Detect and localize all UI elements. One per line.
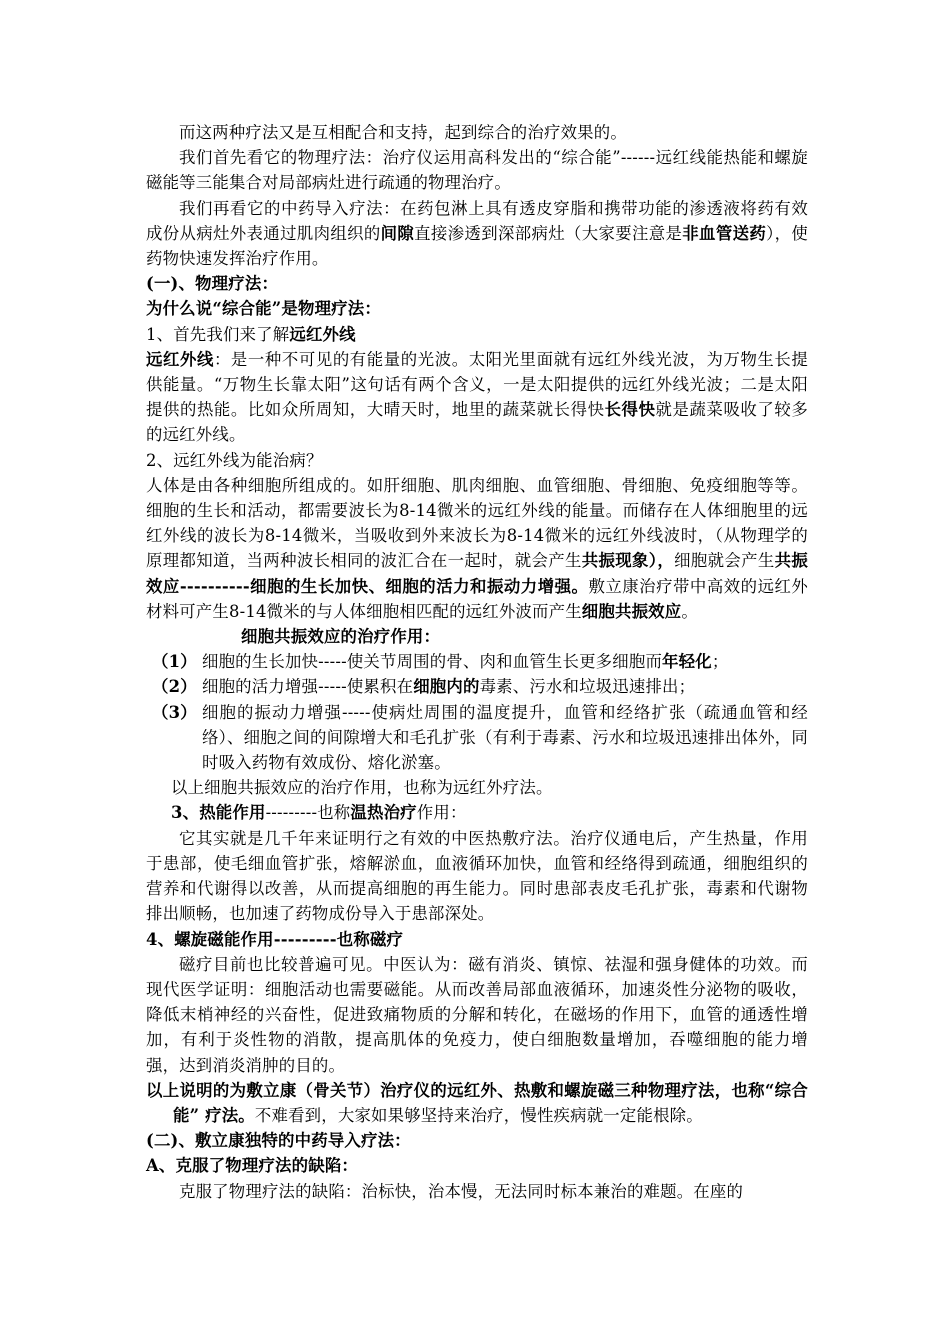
- heading-herbal-therapy: (二)、敷立康独特的中药导入疗法：: [146, 1131, 411, 1151]
- heading-overcome-defects: A、克服了物理疗法的缺陷：: [146, 1156, 359, 1176]
- emphasis-non-vascular: 非血管送药: [682, 223, 767, 243]
- heading-magnetic-effect: 4、螺旋磁能作用---------也称磁疗: [146, 929, 404, 949]
- paragraph-far-infrared: 远红外线：是一种不可见的有能量的光波。太阳光里面就有远红外线光波，为万物生长提供能量。“万物生长靠太阳”这句话有两个含义，一是太阳提供的远红外线光波；二是太阳提供的热能。比如众所周知，大晴天时，地里的蔬菜就长得快长得快就是蔬菜吸收了较多的远红外线。: [146, 349, 808, 445]
- heading-why-comprehensive-energy: 为什么说“综合能”是物理疗法：: [146, 299, 381, 319]
- paragraph-herbal-therapy-intro: 我们再看它的中药导入疗法：在药包淋上具有透皮穿脂和携带功能的渗透液将药有效成份从病灶外表通过肌肉组织的间隙直接渗透到深部病灶（大家要注意是非血管送药），使药物快速发挥治疗作用。: [146, 198, 809, 269]
- paragraph-cell-resonance: 人体是由各种细胞所组成的。如肝细胞、肌肉细胞、血管细胞、骨细胞、免疫细胞等等。细胞的生长和活动，都需要波长为8-14微米的远红外线的能量。而储存在人体细胞里的远红外线的波长为8-14微米，当吸收到外来波长为8-14微米的远红外线波时，（从物理学的原理都知道，当两种波长相同的波汇合在一起时，就会产生共振现象），细胞就会产生共振效应----------细胞的生长加快、细胞的活力和振动力增强。敷立康治疗带中高效的远红外材料可产生8-14微米的与人体细胞相匹配的远红外波而产生细胞共振效应。: [146, 475, 809, 621]
- paragraph-physical-therapy-intro: 我们首先看它的物理疗法：治疗仪运用高科发出的“综合能”------远红线能热能和螺旋磁能等三能集合对局部病灶进行疏通的物理治疗。: [146, 148, 808, 193]
- heading-thermal-effect: 3、热能作用---------也称温热治疗作用：: [171, 803, 467, 823]
- heading-resonance-effects: 细胞共振效应的治疗作用：: [241, 627, 441, 647]
- heading-physical-therapy: (一)、物理疗法：: [146, 274, 279, 294]
- paragraph-resonance-summary: 以上细胞共振效应的治疗作用，也称为远红外疗法。: [171, 778, 553, 798]
- list-item: （1） 细胞的生长加快-----使关节周围的骨、肉和血管生长更多细胞而年轻化；: [152, 652, 729, 672]
- paragraph-overcome-defects: 克服了物理疗法的缺陷：治标快，治本慢，无法同时标本兼治的难题。在座的: [179, 1181, 744, 1201]
- emphasis-gap: 间隙: [380, 223, 415, 243]
- document-body: [146, 120, 808, 1204]
- list-item: （2） 细胞的活力增强-----使累积在细胞内的毒素、污水和垃圾迅速排出；: [152, 677, 696, 697]
- paragraph-thermal: 它其实就是几千年来证明行之有效的中医热敷疗法。治疗仪通电后，产生热量，作用于患部，使毛细血管扩张，熔解淤血，血液循环加快，血管和经络得到疏通，细胞组织的营养和代谢得以改善，从而提高细胞的再生能力。同时患部表皮毛孔扩张，毒素和代谢物排出顺畅，也加速了药物成份导入于患部深处。: [146, 828, 808, 924]
- heading-far-infrared: 1、首先我们来了解远红外线: [146, 324, 356, 344]
- paragraph-summary-physical: 以上说明的为敷立康（骨关节）治疗仪的远红外、热敷和螺旋磁三种物理疗法，也称“综合能” 疗法。不难看到，大家如果够坚持来治疗，慢性疾病就一定能根除。: [146, 1080, 808, 1125]
- heading-why-far-infrared-heals: 2、远红外线为能治病？: [146, 450, 323, 470]
- paragraph-intro: 而这两种疗法又是互相配合和支持，起到综合的治疗效果的。: [179, 123, 627, 142]
- paragraph-magnetic: 磁疗目前也比较普遍可见。中医认为：磁有消炎、镇惊、祛湿和强身健体的功效。而现代医学证明：细胞活动也需要磁能。从而改善局部血液循环，加速炎性分泌物的吸收，降低末梢神经的兴奋性，促进致痛物质的分解和转化，在磁场的作用下，血管的通透性增加，有利于炎性物的消散，提高肌体的免疫力，使白细胞数量增加，吞噬细胞的能力增强，达到消炎消肿的目的。: [146, 954, 808, 1075]
- list-item: （3） 细胞的振动力增强-----使病灶周围的温度提升，血管和经络扩张（疏通血管和经络）、细胞之间的间隙增大和毛孔扩张（有利于毒素、污水和垃圾迅速排出体外，同时吸入药物有效成份、熔化淤塞。: [152, 702, 808, 773]
